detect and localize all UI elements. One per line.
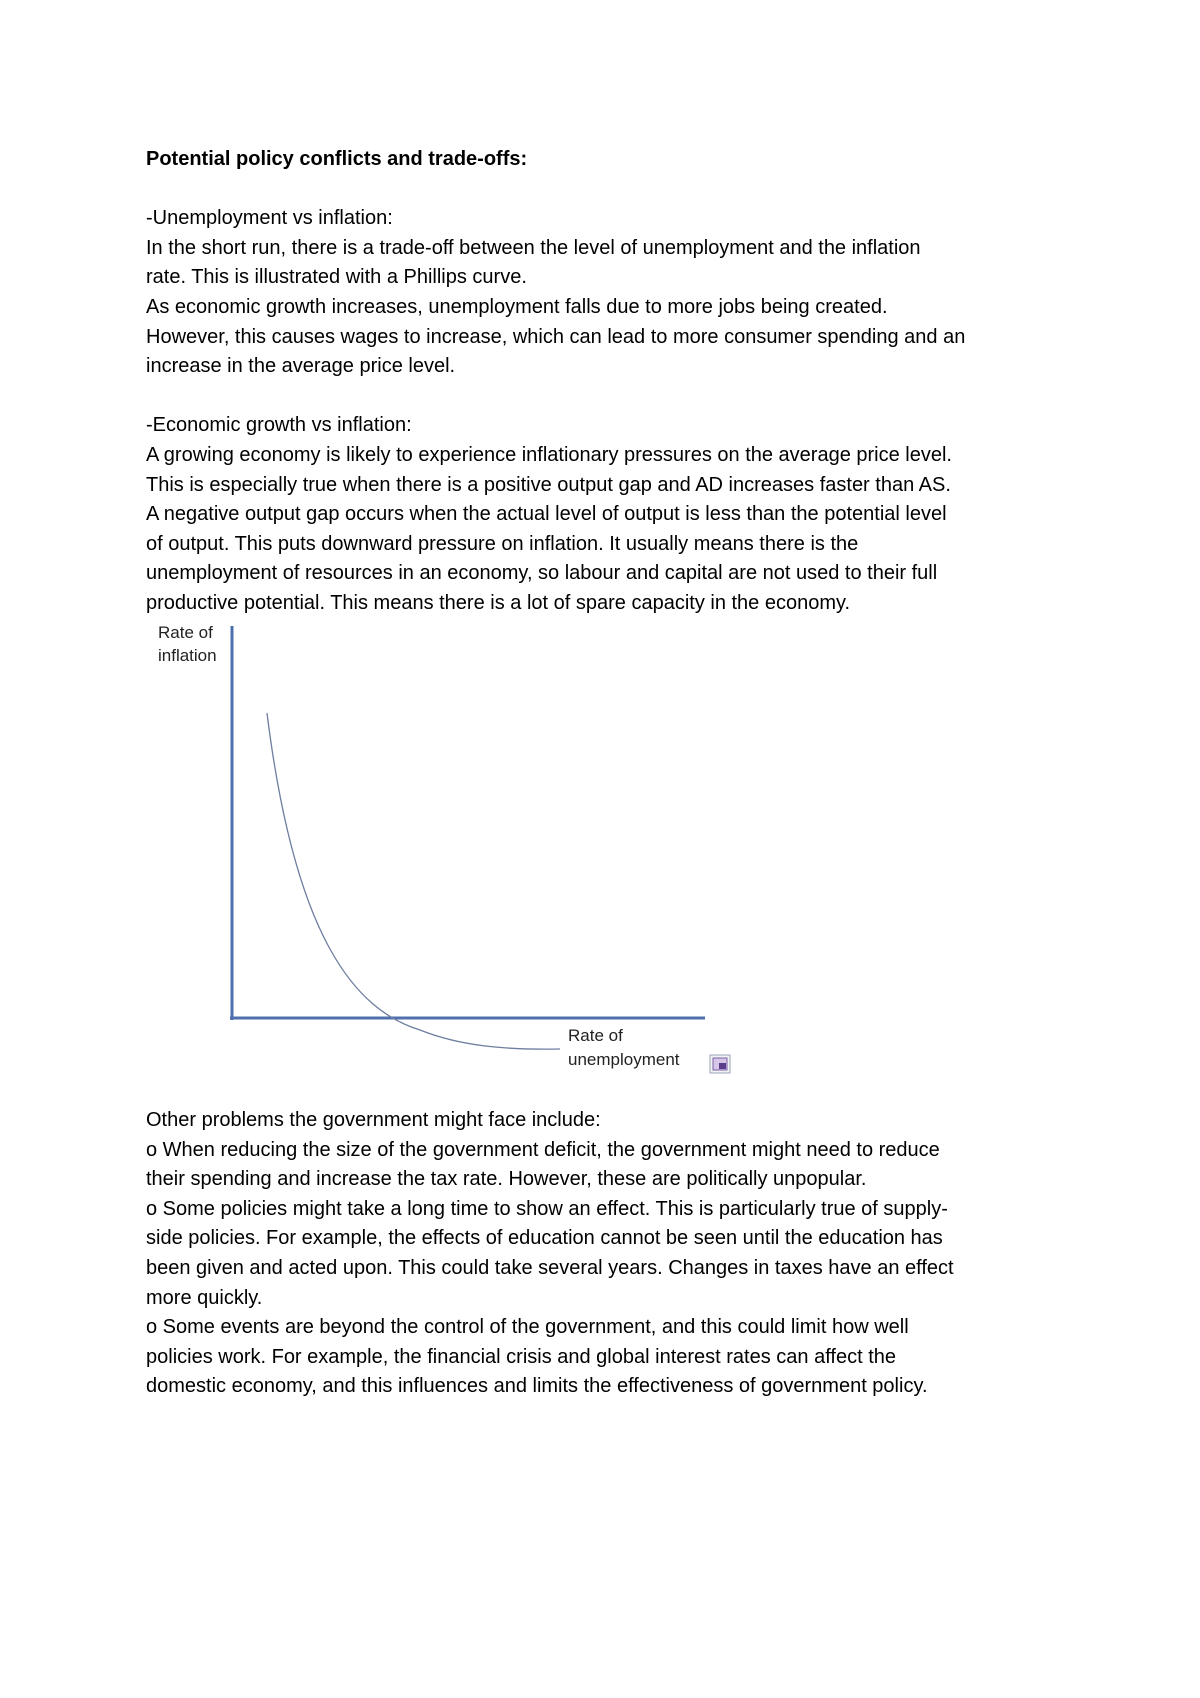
other-problems-line: side policies. For example, the effects of education cannot be seen until the education has [146,1227,943,1250]
section-line: However, this causes wages to increase, which can lead to more consumer spending and an [146,325,966,348]
other-problems-heading: Other problems the government might face include: [146,1109,601,1131]
x-axis-label-line1: Rate of [568,1026,623,1045]
chart-object-icon[interactable] [710,1055,730,1073]
section-line: A growing economy is likely to experience inflationary pressures on the average price level. [146,443,952,466]
spacer [146,175,1066,205]
section-line: In the short run, there is a trade-off between the level of unemployment and the inflation [146,236,921,259]
other-problems-line: o When reducing the size of the government deficit, the government might need to reduce [146,1138,940,1161]
x-axis-label-line2: unemployment [568,1050,680,1069]
top-text-block [146,145,1066,619]
section-line: productive potential. This means there is a lot of spare capacity in the economy. [146,591,851,614]
section-line: A negative output gap occurs when the actual level of output is less than the potential level [146,503,947,526]
section-line: rate. This is illustrated with a Phillips curve. [146,266,527,289]
phillips-curve-diagram [130,618,750,1088]
section-line: of output. This puts downward pressure on inflation. It usually means there is the [146,532,859,555]
other-problems-line: o Some policies might take a long time to show an effect. This is particularly true of supply- [146,1197,948,1220]
y-axis-label-line1: Rate of [158,623,213,642]
other-problems-line: their spending and increase the tax rate. However, these are politically unpopular. [146,1168,867,1191]
phillips-curve [267,713,560,1049]
section-line: This is especially true when there is a positive output gap and AD increases faster than AS. [146,473,951,496]
document-title: Potential policy conflicts and trade-offs: [146,148,528,170]
other-problems-line: been given and acted upon. This could take several years. Changes in taxes have an effect [146,1256,954,1279]
other-problems-line: domestic economy, and this influences and limits the effectiveness of government policy. [146,1375,928,1398]
section-line: As economic growth increases, unemployment falls due to more jobs being created. [146,295,888,318]
section-line: unemployment of resources in an economy, so labour and capital are not used to their full [146,562,938,585]
other-problems-line: policies work. For example, the financial crisis and global interest rates can affect the [146,1345,896,1368]
other-problems-line: o Some events are beyond the control of the government, and this could limit how well [146,1316,909,1339]
section-line: increase in the average price level. [146,355,456,378]
section-heading-unemployment: -Unemployment vs inflation: [146,207,393,230]
y-axis-label-line2: inflation [158,646,217,665]
spacer [146,382,1066,412]
other-problems-line: more quickly. [146,1286,263,1309]
bottom-text-block [146,1106,1066,1402]
section-heading-growth: -Economic growth vs inflation: [146,414,412,437]
